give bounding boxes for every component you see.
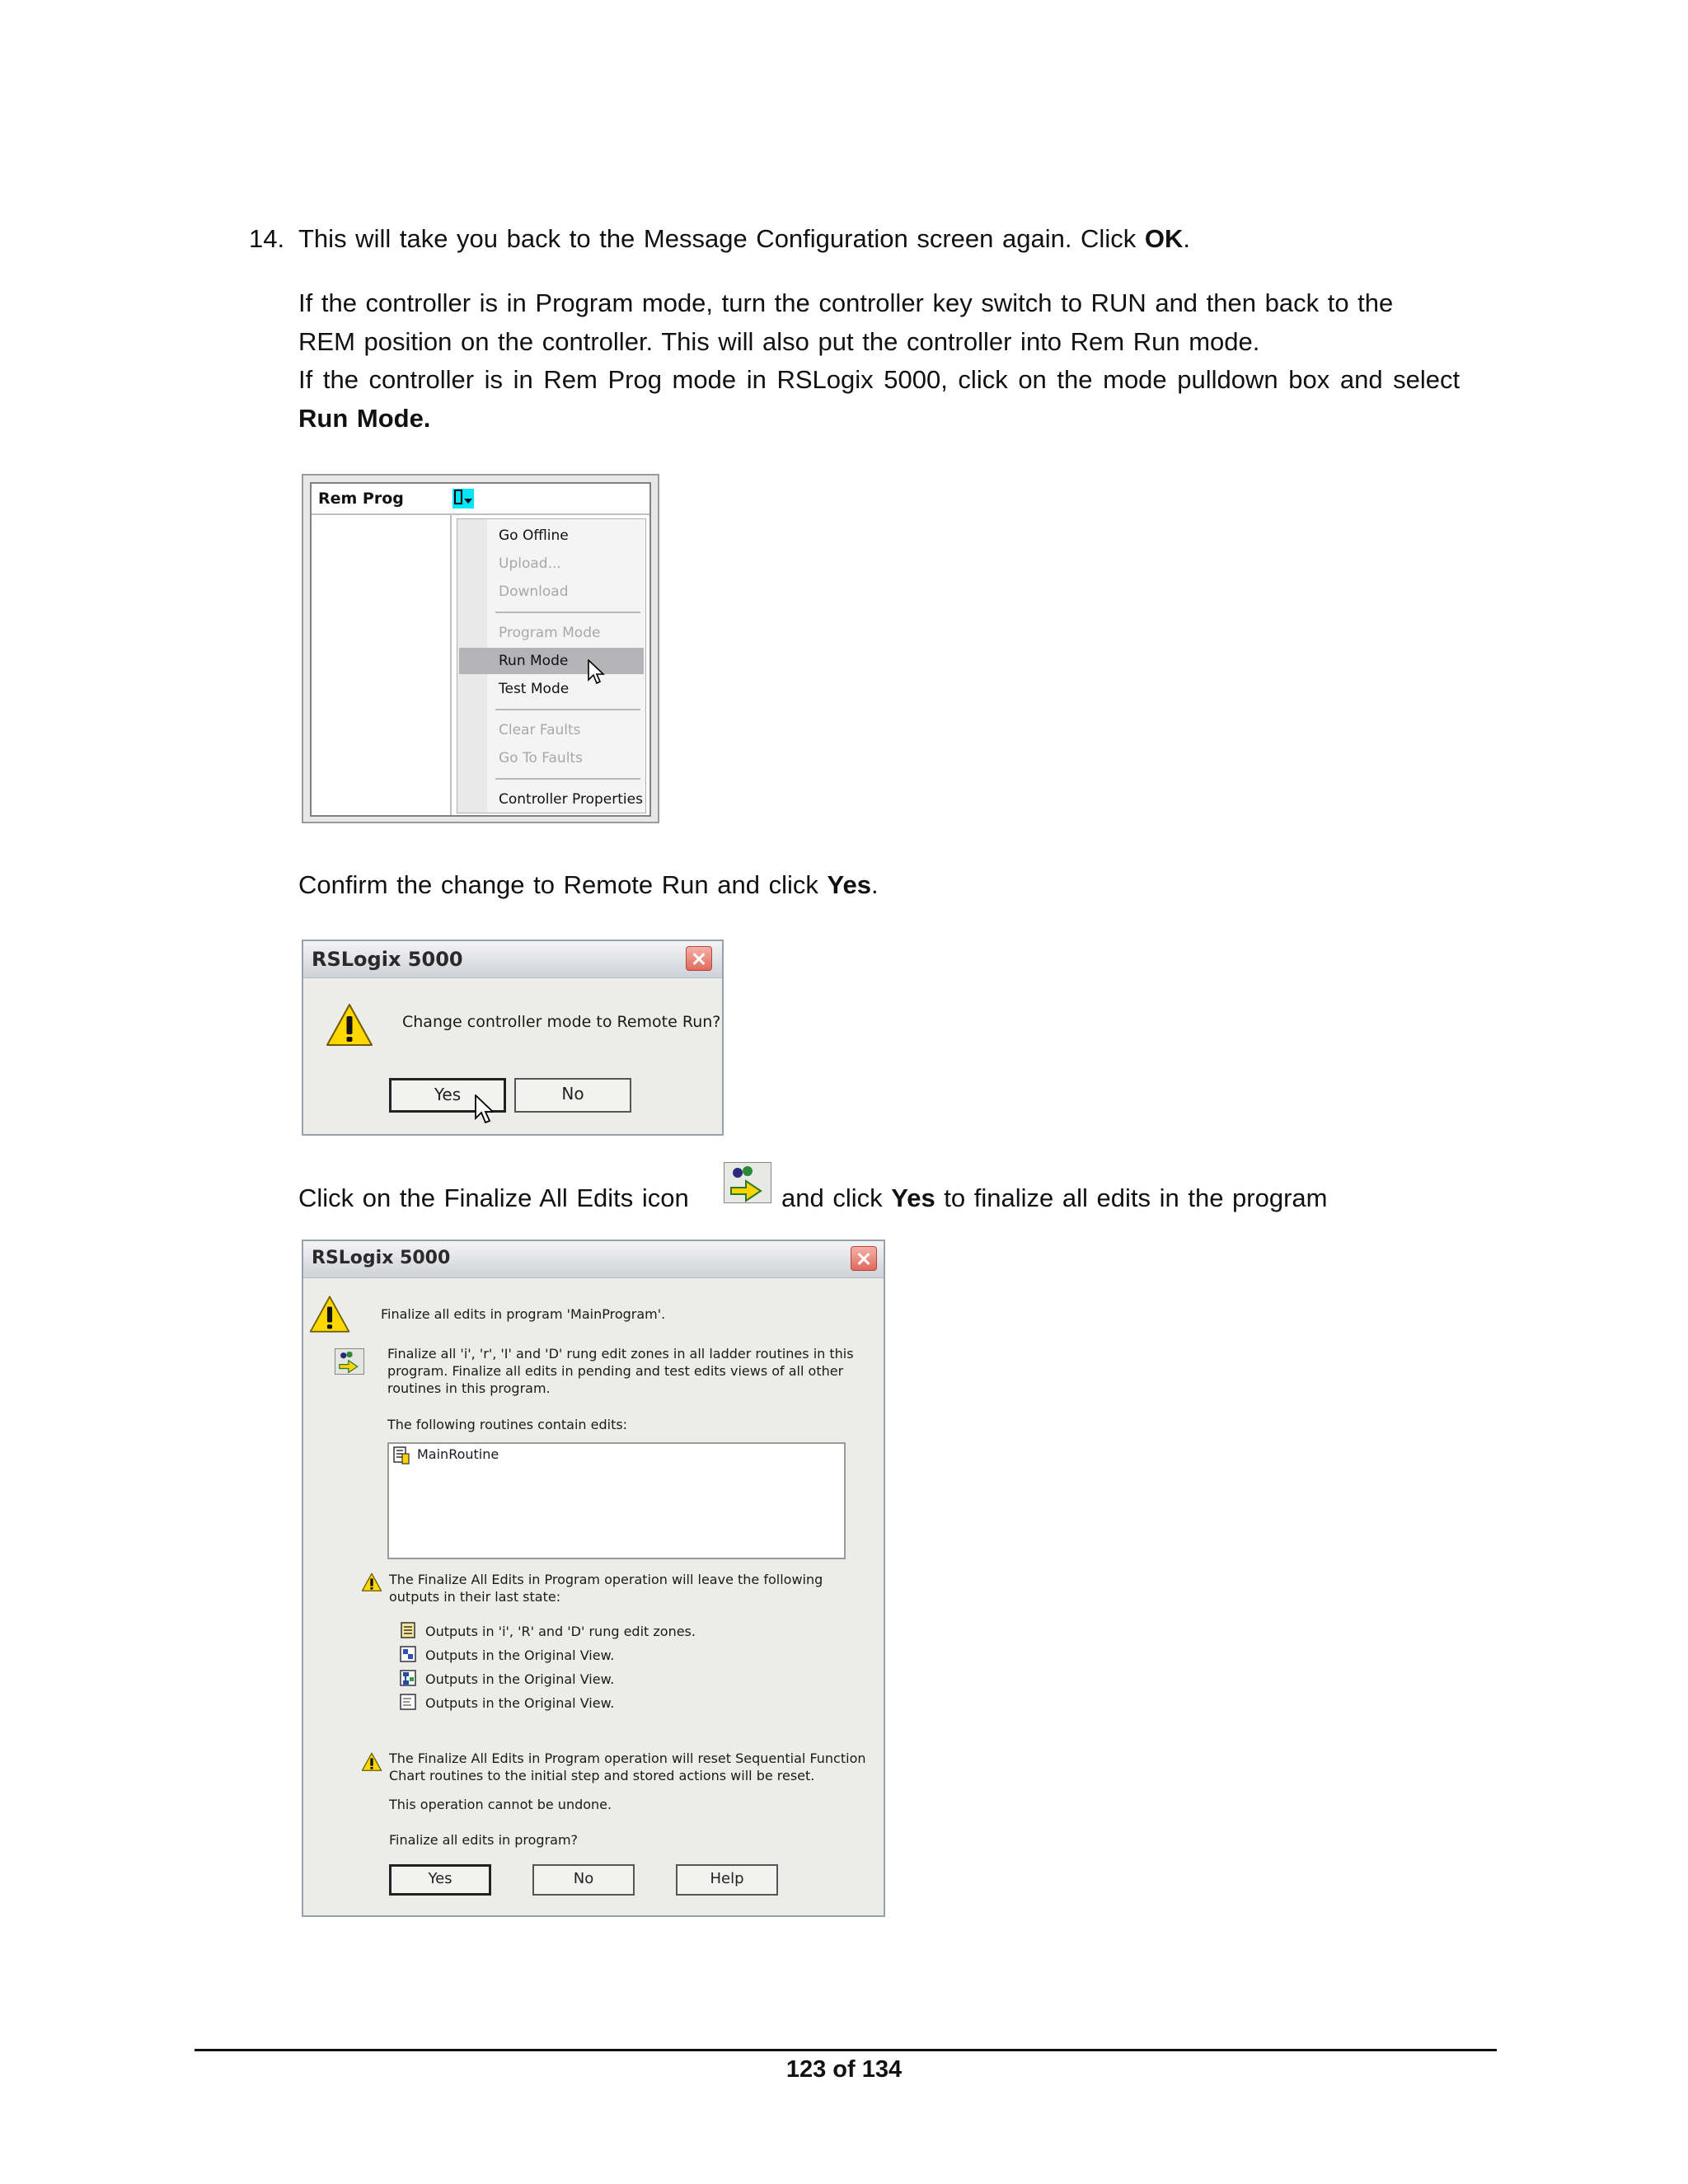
confirm-end: . xyxy=(870,870,879,899)
dialog-titlebar xyxy=(303,1241,884,1278)
finalize-question: Finalize all edits in program? xyxy=(389,1832,579,1848)
finalize-desc-line-3: routines in this program. xyxy=(387,1380,551,1396)
step-number: 14. xyxy=(249,224,285,253)
menu-separator xyxy=(495,612,640,613)
finalize-dialog xyxy=(302,1240,885,1917)
yes-button[interactable]: Yes xyxy=(389,1078,506,1113)
yes-button[interactable]: Yes xyxy=(389,1864,491,1896)
rung-edit-zone-icon xyxy=(399,1621,417,1639)
footer-rule xyxy=(195,2049,1497,2051)
instruction-line-1: If the controller is in Program mode, turn the controller key switch to RUN and then back to the xyxy=(298,288,1394,317)
finalize-instruction-after xyxy=(781,1179,1327,1217)
instruction-line-3: If the controller is in Rem Prog mode in RSLogix 5000, click on the mode pulldown box and select xyxy=(298,365,1461,394)
output-item-3: Outputs in the Original View. xyxy=(425,1671,615,1687)
dialog-message: Change controller mode to Remote Run? xyxy=(402,1013,721,1031)
step-text-ok: OK xyxy=(1144,224,1184,253)
menu-item-go-offline[interactable]: Go Offline xyxy=(499,527,569,544)
menu-item-program-mode: Program Mode xyxy=(499,625,601,641)
routines-listbox[interactable] xyxy=(387,1442,846,1559)
confirm-text: Confirm the change to Remote Run and click xyxy=(298,870,828,899)
mode-dropdown-menu xyxy=(457,518,646,813)
dialog-title: RSLogix 5000 xyxy=(312,1248,451,1268)
finalize-after: to finalize all edits in the program xyxy=(935,1183,1328,1212)
dialog-title: RSLogix 5000 xyxy=(312,948,463,971)
close-icon[interactable] xyxy=(851,1246,877,1271)
menu-item-upload: Upload... xyxy=(499,555,561,572)
finalize-heading: Finalize all edits in program 'MainProgram'. xyxy=(381,1306,666,1322)
warning-icon xyxy=(308,1294,351,1335)
warning-icon xyxy=(361,1572,382,1592)
step-text-body: This will take you back to the Message Configuration screen again. Click xyxy=(298,224,1145,253)
function-block-icon xyxy=(399,1645,417,1663)
run-mode-dialog xyxy=(302,940,724,1136)
routines-list-label: The following routines contain edits: xyxy=(387,1417,628,1432)
confirm-instruction xyxy=(298,865,879,904)
sfc-chart-icon xyxy=(399,1669,417,1687)
warning-icon xyxy=(361,1752,382,1772)
mode-dropdown-button[interactable] xyxy=(452,489,474,509)
menu-separator xyxy=(495,778,640,780)
finalize-yes-emph: Yes xyxy=(891,1183,935,1212)
finalize-desc-line-1: Finalize all 'i', 'r', 'I' and 'D' rung edit zones in all ladder routines in this xyxy=(387,1346,854,1361)
output-item-4: Outputs in the Original View. xyxy=(425,1695,615,1711)
mode-menu-screenshot xyxy=(302,474,659,823)
mode-bar xyxy=(312,484,649,515)
current-mode-label: Rem Prog xyxy=(318,490,404,508)
ladder-routine-icon xyxy=(392,1446,410,1465)
chevron-down-icon xyxy=(464,499,472,504)
no-button[interactable]: No xyxy=(514,1078,631,1113)
mode-panel xyxy=(310,482,651,817)
menu-item-download: Download xyxy=(499,583,569,600)
warning-2-line-1: The Finalize All Edits in Program operation will reset Sequential Function xyxy=(389,1750,866,1766)
routine-list-item[interactable]: MainRoutine xyxy=(417,1446,499,1462)
warning-2-line-2: Chart routines to the initial step and stored actions will be reset. xyxy=(389,1768,815,1783)
menu-item-go-to-faults: Go To Faults xyxy=(499,750,583,766)
warning-1-line-2: outputs in their last state: xyxy=(389,1589,561,1605)
instruction-line-4: Run Mode. xyxy=(298,404,431,433)
menu-item-test-mode[interactable]: Test Mode xyxy=(499,681,570,697)
output-item-1: Outputs in 'i', 'R' and 'D' rung edit zones. xyxy=(425,1624,696,1639)
step-text xyxy=(298,219,1190,258)
menu-item-clear-faults: Clear Faults xyxy=(499,722,581,738)
step-text-end: . xyxy=(1183,224,1190,253)
menu-item-run-mode[interactable]: Run Mode xyxy=(499,653,569,669)
mouse-cursor-icon xyxy=(588,659,606,686)
page-number: 123 of 134 xyxy=(785,2056,903,2083)
menu-item-controller-properties[interactable]: Controller Properties xyxy=(499,791,643,808)
structured-text-icon xyxy=(399,1693,417,1711)
instruction-line-2: REM position on the controller. This will also put the controller into Rem Run mode. xyxy=(298,327,1260,356)
finalize-instruction-before: Click on the Finalize All Edits icon xyxy=(298,1183,689,1212)
no-button[interactable]: No xyxy=(532,1864,635,1896)
finalize-middle: and click xyxy=(781,1183,892,1212)
undo-warning: This operation cannot be undone. xyxy=(389,1797,612,1812)
help-button[interactable]: Help xyxy=(676,1864,778,1896)
warning-1-line-1: The Finalize All Edits in Program operation will leave the following xyxy=(389,1572,823,1587)
dialog-titlebar xyxy=(303,941,722,978)
confirm-yes-emph: Yes xyxy=(827,870,871,899)
close-icon[interactable] xyxy=(686,946,712,971)
menu-separator xyxy=(495,709,640,710)
warning-icon xyxy=(325,1002,374,1048)
mouse-cursor-icon xyxy=(475,1094,496,1126)
finalize-desc-line-2: program. Finalize all edits in pending and test edits views of all other xyxy=(387,1363,844,1379)
output-item-2: Outputs in the Original View. xyxy=(425,1647,615,1663)
finalize-all-edits-icon xyxy=(335,1348,364,1375)
finalize-all-edits-icon[interactable] xyxy=(724,1162,771,1203)
